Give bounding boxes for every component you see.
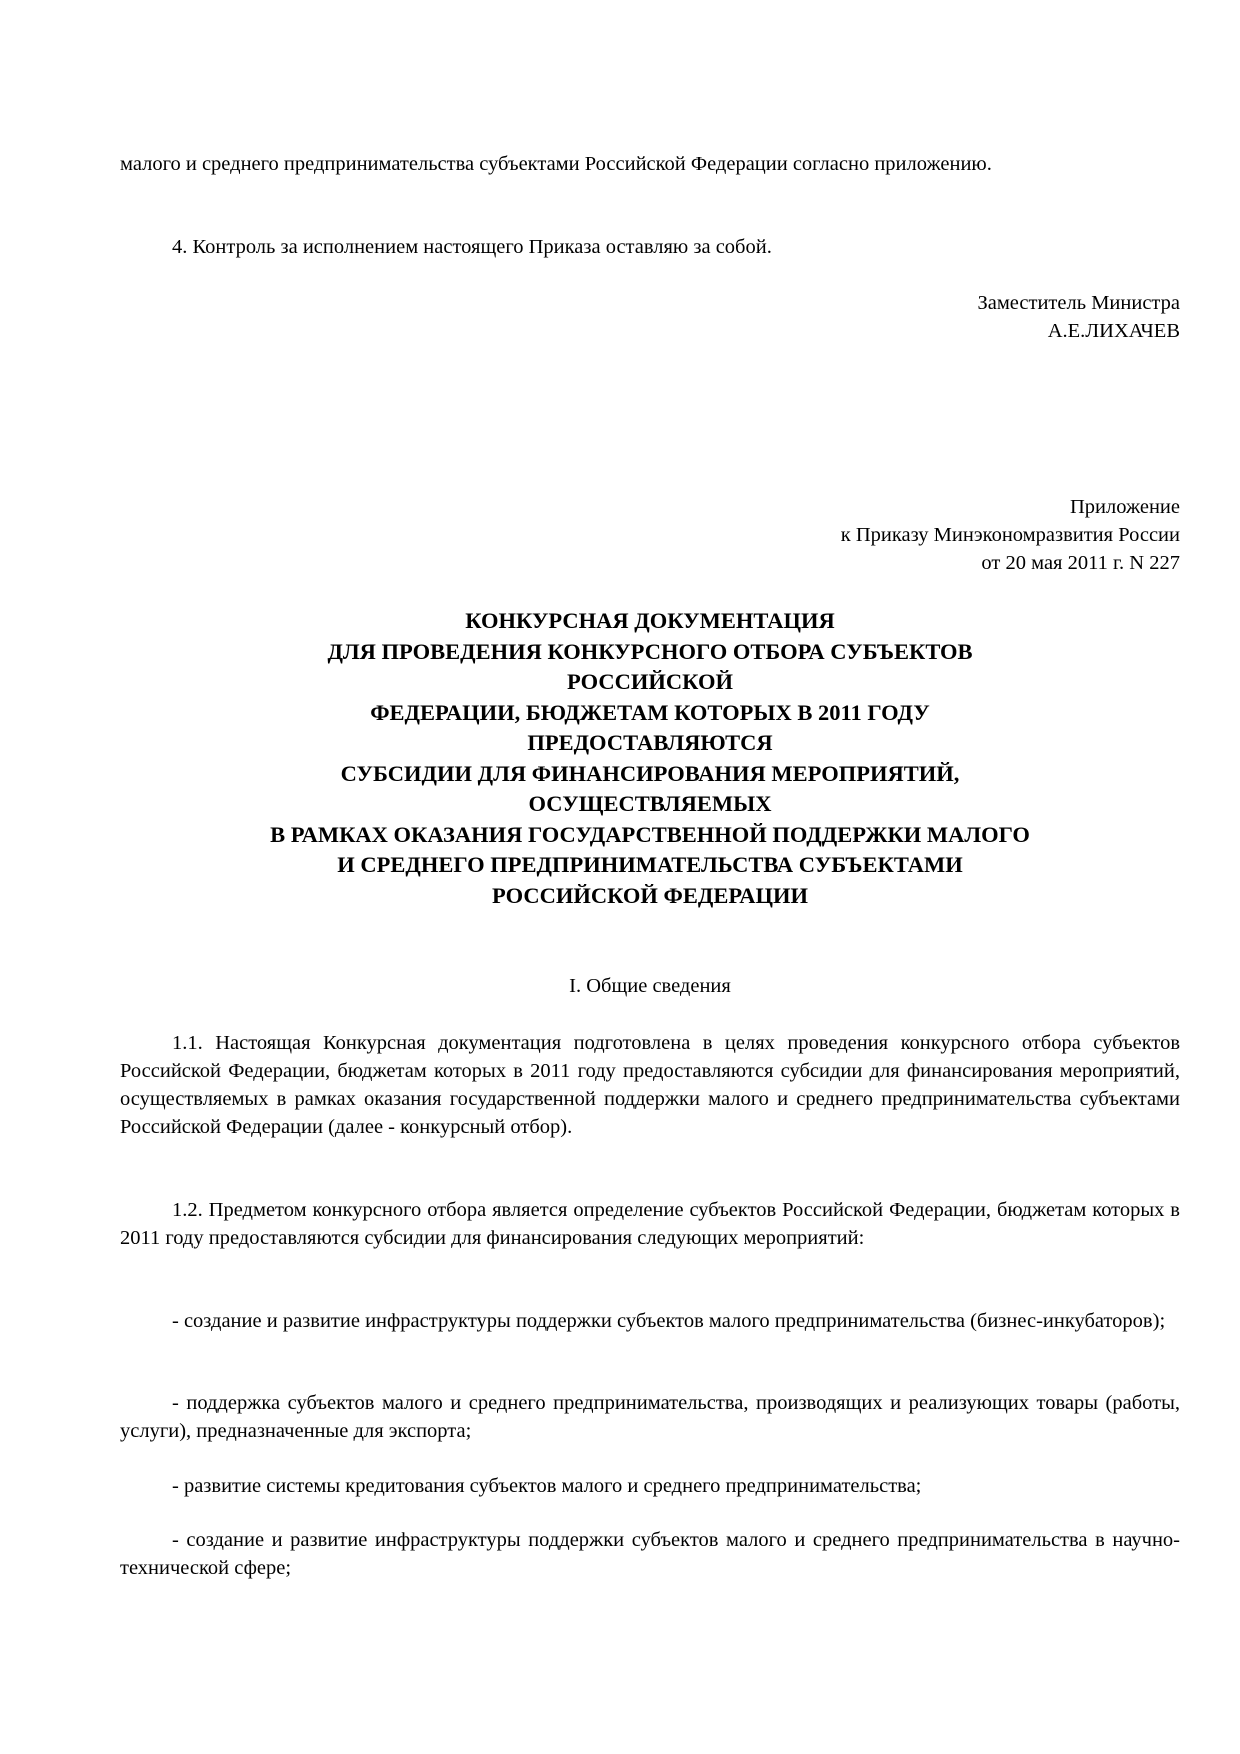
list-item: - развитие системы кредитования субъектов малого и среднего предпринимательства; — [172, 1475, 922, 1497]
title-line: ФЕДЕРАЦИИ, БЮДЖЕТАМ КОТОРЫХ В 2011 ГОДУ — [370, 699, 930, 725]
paragraph-1-1: 1.1. Настоящая Конкурсная документация подготовлена в целях проведения конкурсного отбора субъектов Российской Федерации, бюджетам которых в 2011 году предоставляются субсидии для финансирования мероприятий, осуществляемых в рамках оказания государственной поддержки малого и среднего предпринимательства субъектами Российской Федерации (далее - конкурсный отбор). — [120, 1032, 1180, 1138]
title-line: ДЛЯ ПРОВЕДЕНИЯ КОНКУРСНОГО ОТБОРА СУБЪЕКТОВ — [327, 638, 973, 664]
document-title — [120, 606, 1180, 911]
appendix-label: Приложение — [1069, 496, 1180, 518]
appendix-date: от 20 мая 2011 г. N 227 — [981, 552, 1180, 574]
list-item: - создание и развитие инфраструктуры поддержки субъектов малого предпринимательства (бизнес-инкубаторов); — [172, 1310, 1166, 1332]
paragraph-1-2: 1.2. Предметом конкурсного отбора является определение субъектов Российской Федерации, бюджетам которых в 2011 году предоставляются субсидии для финансирования следующих мероприятий: — [120, 1199, 1180, 1249]
title-line: ОСУЩЕСТВЛЯЕМЫХ — [528, 791, 772, 816]
list-item: - создание и развитие инфраструктуры поддержки субъектов малого и среднего предпринимательства в научно-технической сфере; — [120, 1529, 1180, 1579]
appendix-header — [120, 493, 1180, 577]
appendix-order-ref: к Приказу Минэкономразвития России — [840, 524, 1180, 546]
signature-block — [120, 289, 1180, 345]
title-line: КОНКУРСНАЯ ДОКУМЕНТАЦИЯ — [465, 608, 835, 633]
title-line: РОССИЙСКОЙ — [567, 669, 733, 694]
title-line: В РАМКАХ ОКАЗАНИЯ ГОСУДАРСТВЕННОЙ ПОДДЕРЖКИ МАЛОГО — [270, 821, 1030, 847]
title-line: ПРЕДОСТАВЛЯЮТСЯ — [527, 730, 773, 755]
signature-name: А.Е.ЛИХАЧЕВ — [1047, 320, 1180, 342]
item-4: 4. Контроль за исполнением настоящего Приказа оставляю за собой. — [172, 236, 772, 258]
signature-position: Заместитель Министра — [977, 292, 1180, 314]
intro-continuation: малого и среднего предпринимательства субъектами Российской Федерации согласно приложению. — [120, 153, 992, 175]
section-heading: I. Общие сведения — [569, 975, 731, 997]
list-item: - поддержка субъектов малого и среднего предпринимательства, производящих и реализующих товары (работы, услуги), предназначенные для экспорта; — [120, 1392, 1180, 1442]
title-line: СУБСИДИИ ДЛЯ ФИНАНСИРОВАНИЯ МЕРОПРИЯТИЙ, — [340, 760, 960, 786]
title-line: РОССИЙСКОЙ ФЕДЕРАЦИИ — [492, 882, 808, 908]
title-line: И СРЕДНЕГО ПРЕДПРИНИМАТЕЛЬСТВА СУБЪЕКТАМИ — [337, 852, 963, 877]
